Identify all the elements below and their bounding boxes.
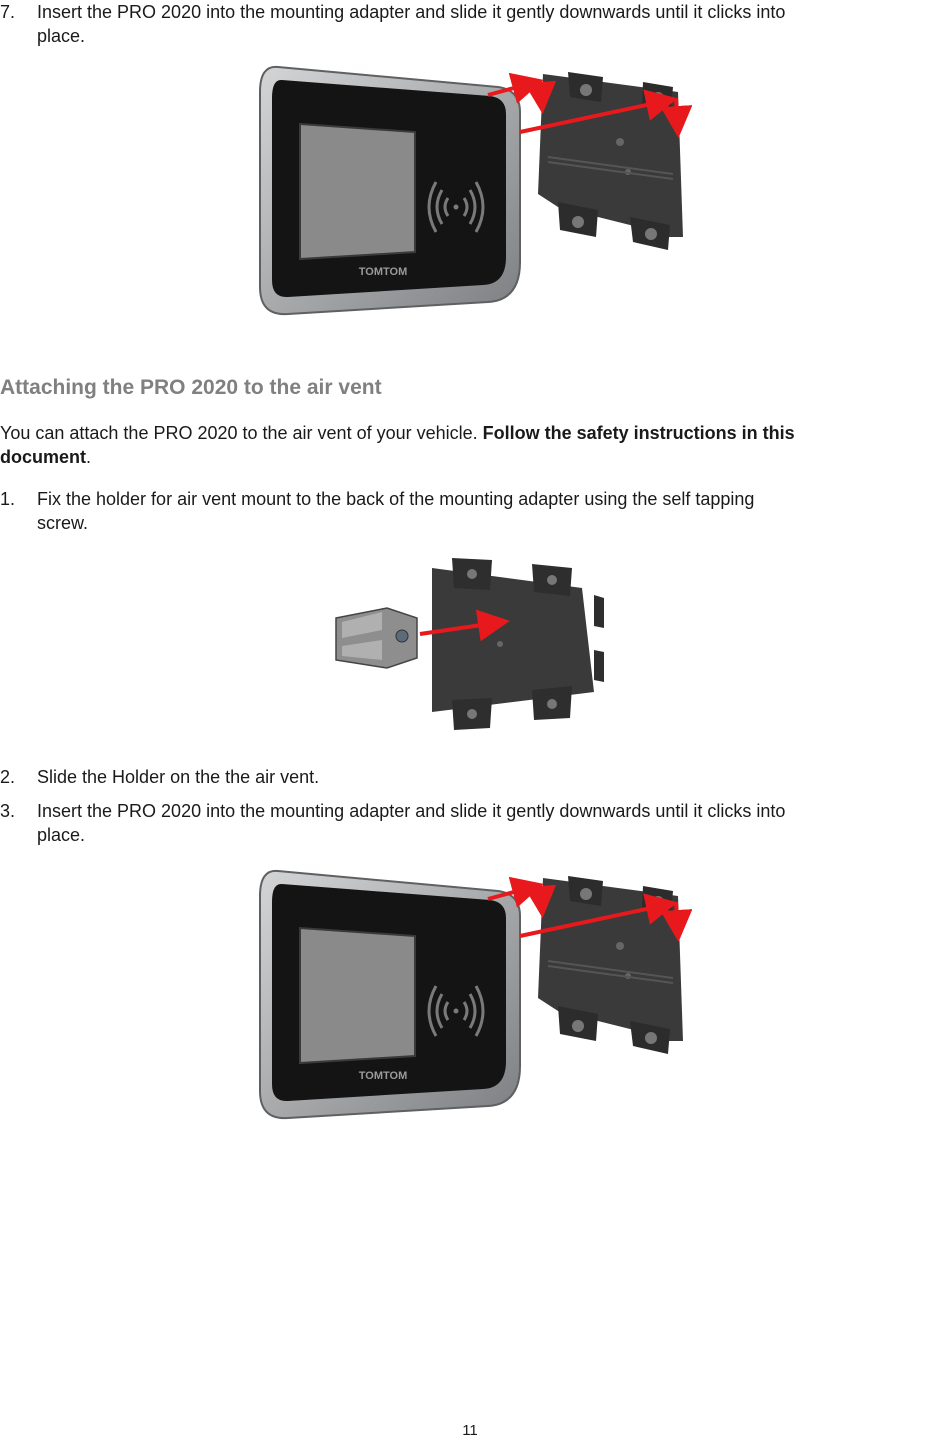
section-heading: Attaching the PRO 2020 to the air vent — [0, 376, 382, 399]
section-intro: You can attach the PRO 2020 to the air vent of your vehicle. Follow the safety instructions in this document. — [0, 423, 795, 467]
step-number: 1. — [0, 489, 16, 509]
step-text: Fix the holder for air vent mount to the back of the mounting adapter using the self tapping screw. — [37, 489, 755, 533]
tomtom-logo: TOMTOM — [358, 266, 408, 278]
tomtom-logo: TOMTOM — [358, 1070, 408, 1082]
step-text: Insert the PRO 2020 into the mounting adapter and slide it gently downwards until it clicks into place. — [37, 801, 786, 845]
step-number: 2. — [0, 767, 16, 787]
figure-holder-to-adapter — [332, 550, 608, 734]
step-text: Insert the PRO 2020 into the mounting adapter and slide it gently downwards until it clicks into place. — [37, 2, 786, 46]
page-number: 11 — [462, 1422, 478, 1439]
step-text: Slide the Holder on the the air vent. — [37, 767, 320, 787]
mounting-adapter — [538, 876, 683, 1054]
mounting-adapter — [538, 72, 683, 250]
step-number: 3. — [0, 801, 16, 821]
tomtom-device — [260, 871, 520, 1118]
step-number: 7. — [0, 2, 16, 22]
figure-device-into-adapter-2 — [258, 866, 692, 1122]
mounting-adapter — [432, 558, 604, 730]
figure-device-into-adapter-1 — [258, 62, 692, 318]
tomtom-device — [260, 67, 520, 314]
air-vent-holder — [336, 608, 417, 668]
